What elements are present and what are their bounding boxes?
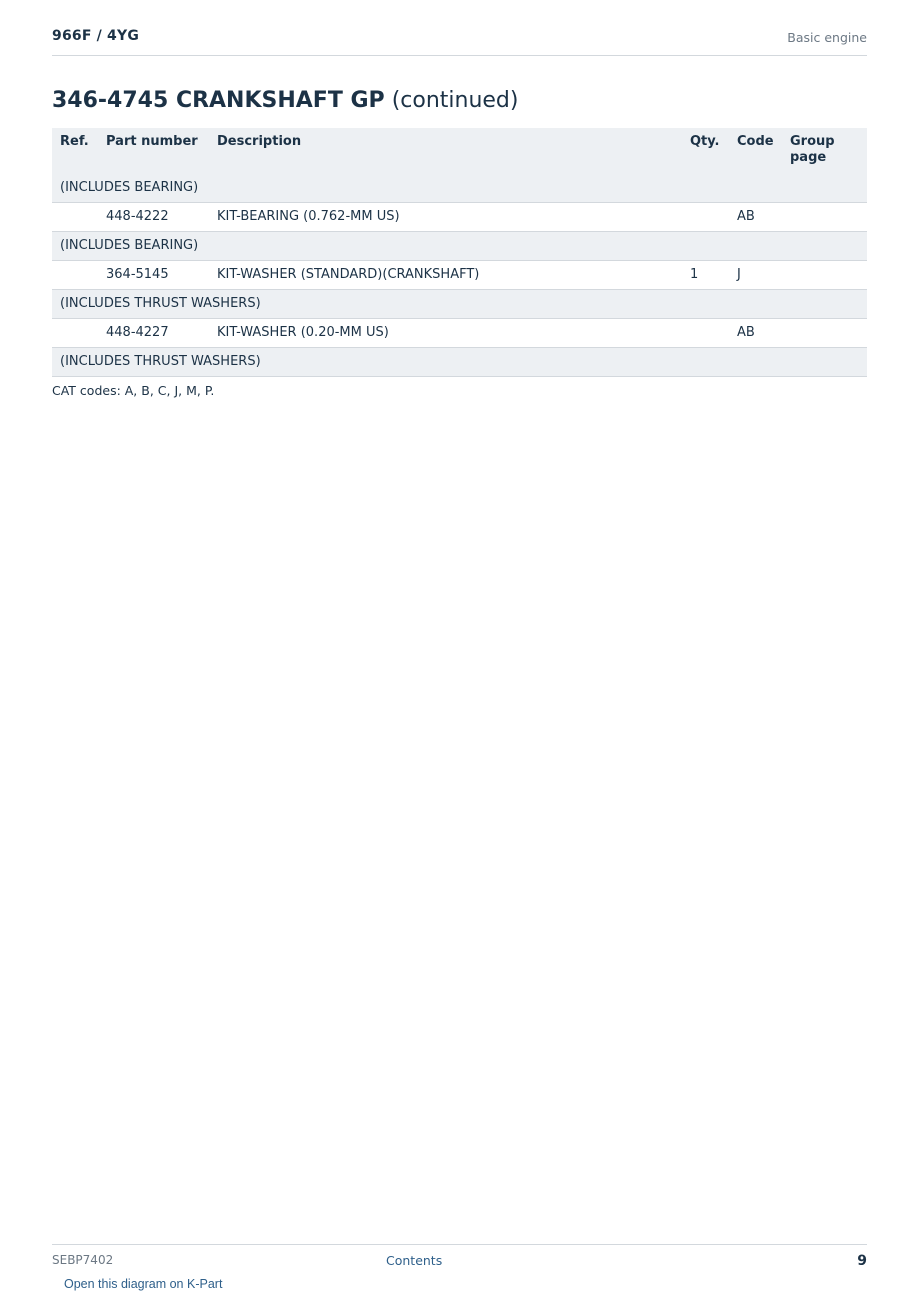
note-text: (INCLUDES THRUST WASHERS): [60, 354, 261, 369]
code-cell: J: [737, 267, 741, 282]
kpart-link[interactable]: Open this diagram on K-Part: [64, 1277, 223, 1291]
page-header: [52, 28, 867, 56]
table-row-note: [52, 174, 867, 203]
part-number-cell: 448-4222: [106, 209, 169, 224]
section-label: Basic engine: [787, 30, 867, 45]
part-number-cell: 448-4227: [106, 325, 169, 340]
part-number-cell: 364-5145: [106, 267, 169, 282]
description-cell: KIT-WASHER (0.20-MM US): [217, 325, 389, 340]
cat-codes-note: CAT codes: A, B, C, J, M, P.: [52, 383, 215, 398]
table-row: [52, 261, 867, 290]
document-number: SEBP7402: [52, 1253, 114, 1267]
page-footer: [52, 1244, 867, 1301]
table-row: [52, 203, 867, 232]
column-header-ref: Ref.: [60, 134, 89, 149]
note-text: (INCLUDES BEARING): [60, 180, 199, 195]
page-number: 9: [857, 1253, 867, 1269]
code-cell: AB: [737, 209, 755, 224]
model-serial-label: 966F / 4YG: [52, 28, 140, 44]
page-title: [52, 88, 518, 113]
column-header-qty: Qty.: [690, 134, 720, 149]
column-header-group-page: Group page: [790, 134, 835, 165]
table-row-note: [52, 290, 867, 319]
table-row-note: [52, 348, 867, 377]
table-row-note: [52, 232, 867, 261]
code-cell: AB: [737, 325, 755, 340]
title-part: 346-4745 CRANKSHAFT GP: [52, 88, 385, 113]
table-row: [52, 319, 867, 348]
parts-table: [52, 128, 867, 377]
note-text: (INCLUDES THRUST WASHERS): [60, 296, 261, 311]
column-header-code: Code: [737, 134, 774, 149]
description-cell: KIT-WASHER (STANDARD)(CRANKSHAFT): [217, 267, 480, 282]
title-suffix: (continued): [391, 88, 519, 113]
note-text: (INCLUDES BEARING): [60, 238, 199, 253]
description-cell: KIT-BEARING (0.762-MM US): [217, 209, 400, 224]
column-header-description: Description: [217, 134, 302, 149]
table-header: [52, 128, 867, 174]
contents-link[interactable]: Contents: [386, 1253, 443, 1268]
qty-cell: 1: [690, 267, 699, 282]
column-header-part-number: Part number: [106, 134, 198, 149]
